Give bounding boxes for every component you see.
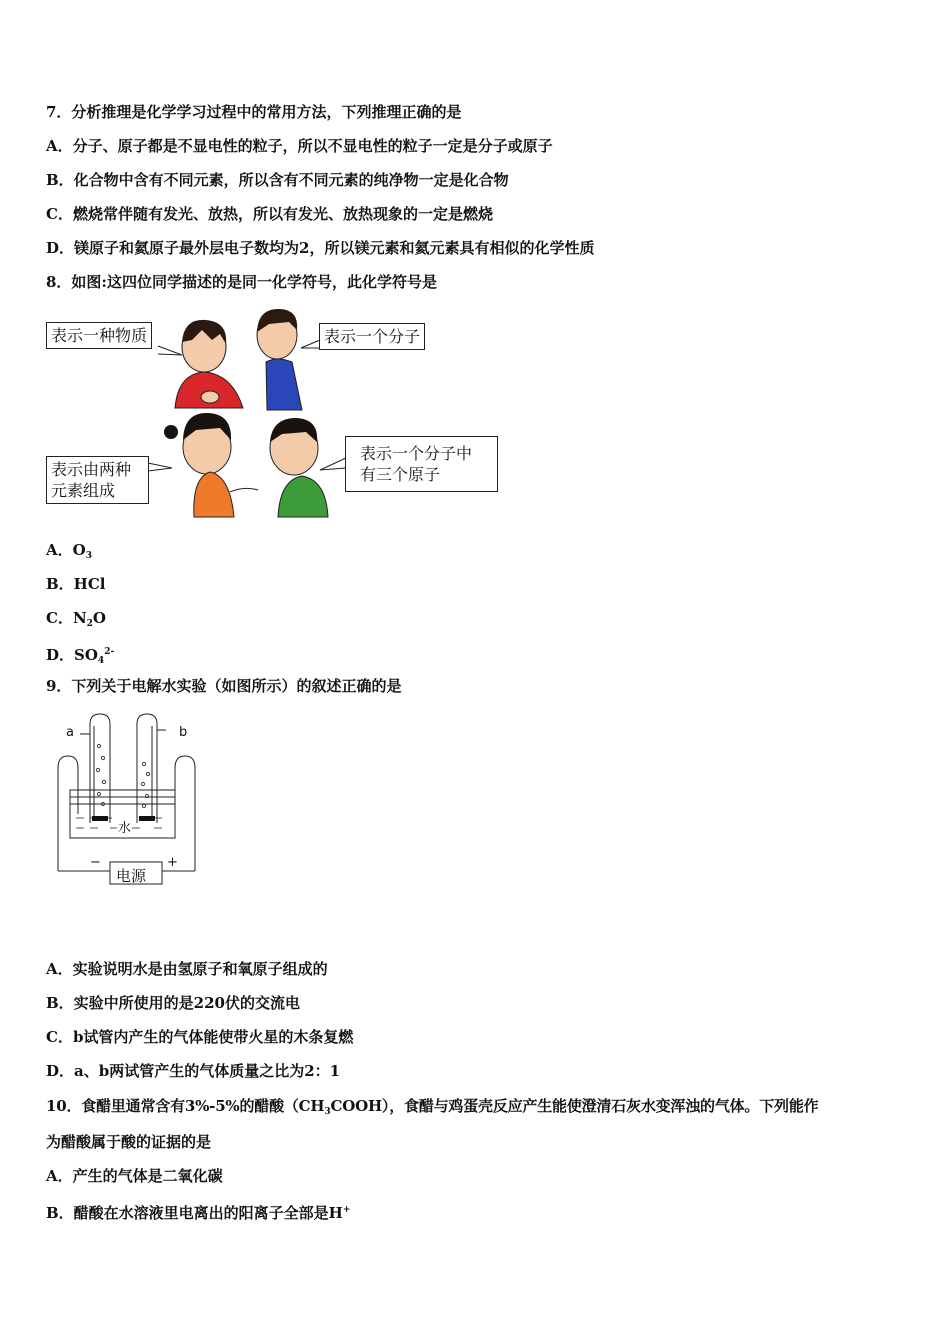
student-figure — [270, 418, 328, 517]
q8-stem: 8．如图:这四位同学描述的是同一化学符号，此化学符号是 — [46, 273, 437, 291]
q7-option-c: C．燃烧常伴随有发光、放热，所以有发光、放热现象的一定是燃烧 — [46, 205, 493, 223]
tube-label-a: a — [66, 725, 74, 740]
q9-option-b: B．实验中所使用的是220伏的交流电 — [46, 994, 300, 1012]
power-supply-label: 电源 — [116, 867, 147, 885]
positive-terminal: + — [167, 855, 178, 870]
negative-terminal: − — [90, 855, 101, 870]
q8-option-b: B．HCl — [46, 575, 106, 593]
water-label: 水 — [117, 817, 132, 836]
q8-option-a: A．$O_3$ — [46, 541, 92, 561]
bubble-line: 有三个原子 — [360, 465, 441, 484]
bubble-three-atoms — [345, 436, 498, 492]
student-figure — [164, 413, 258, 517]
bubble-line: 表示一个分子中 — [360, 444, 473, 463]
bubble-two-elements — [46, 456, 149, 504]
q9-option-d: D．a、b两试管产生的气体质量之比为2：1 — [46, 1062, 341, 1080]
student-figure — [175, 320, 243, 408]
q9-option-c: C．b试管内产生的气体能使带火星的木条复燃 — [46, 1028, 354, 1046]
q7-option-a: A．分子、原子都是不显电性的粒子，所以不显电性的粒子一定是分子或原子 — [46, 137, 553, 155]
q8-option-c: C．$N_2O$ — [46, 609, 106, 629]
bubble-line: 元素组成 — [51, 481, 116, 500]
q7-option-d: D．镁原子和氦原子最外层电子数均为2，所以镁元素和氦元素具有相似的化学性质 — [46, 239, 595, 257]
q10-option-b: B．醋酸在水溶液里电离出的阳离子全部是H+ — [46, 1204, 351, 1222]
q10-option-a: A．产生的气体是二氧化碳 — [46, 1167, 223, 1185]
bubble-line: 表示由两种 — [51, 460, 132, 479]
q10-stem-line2: 为醋酸属于酸的证据的是 — [46, 1133, 212, 1151]
tube-label-b: b — [179, 725, 188, 740]
q7-stem: 7．分析推理是化学学习过程中的常用方法，下列推理正确的是 — [46, 103, 462, 121]
electrolysis-apparatus — [50, 706, 210, 891]
student-figure — [257, 309, 302, 410]
bubble-one-substance: 表示一种物质 — [46, 322, 152, 349]
q9-stem: 9．下列关于电解水实验（如图所示）的叙述正确的是 — [46, 677, 402, 695]
q7-option-b: B．化合物中含有不同元素，所以含有不同元素的纯净物一定是化合物 — [46, 171, 509, 189]
bubble-one-molecule: 表示一个分子 — [319, 323, 425, 350]
q8-option-d: D．$SO_4^{2-}$ — [46, 646, 115, 666]
q10-stem-line1: 10．食醋里通常含有3%-5%的醋酸$(CH_3COOH)$，食醋与鸡蛋壳反应产生能使澄清石灰水变浑浊的气体。下列能作 — [46, 1097, 819, 1117]
q9-option-a: A．实验说明水是由氢原子和氧原子组成的 — [46, 960, 328, 978]
q8-figure — [44, 300, 494, 525]
